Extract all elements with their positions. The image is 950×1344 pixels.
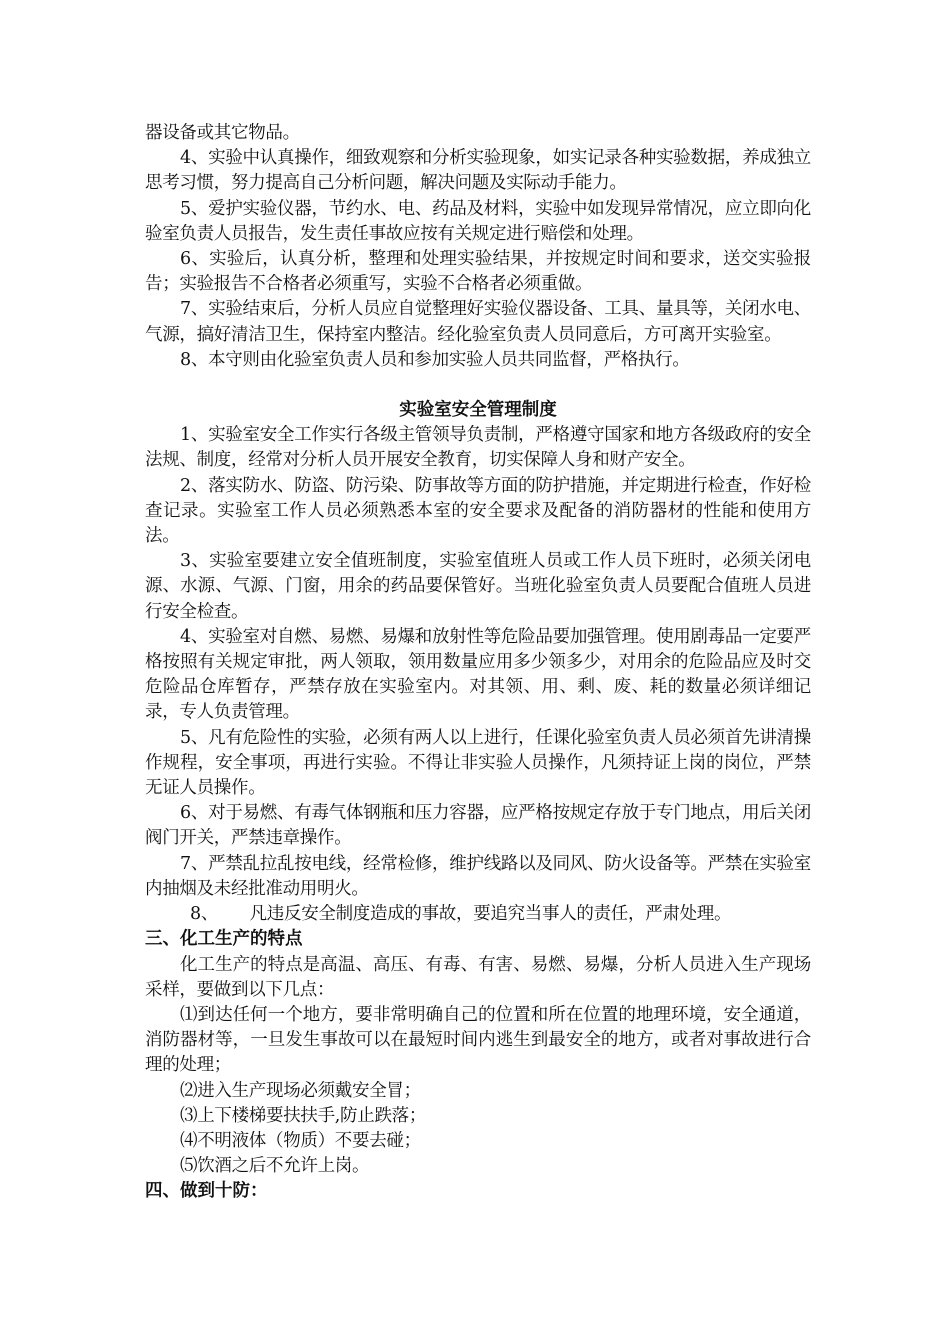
rule-item-6: 6、实验后，认真分析，整理和处理实验结果，并按规定时间和要求，送交实验报告；实验报告不合格者必须重写，实验不合格者必须重做。 (145, 249, 811, 295)
rule-item-8: 8、本守则由化验室负责人员和参加实验人员共同监督，严格执行。 (180, 349, 690, 370)
rule-item-7: 7、实验结束后，分析人员应自觉整理好实验仪器设备、工具、量具等，关闭水电、气源，搞好清洁卫生，保持室内整洁。经化验室负责人员同意后，方可离开实验室。 (145, 299, 811, 345)
rule-item-5: 5、爱护实验仪器，节约水、电、药品及材料，实验中如发现异常情况，应立即向化验室负责人员报告，发生责任事故应按有关规定进行赔偿和处理。 (145, 198, 811, 244)
chem-point-3: ⑶上下楼梯要扶扶手,防止跌落； (180, 1105, 427, 1126)
rule-item-4: 4、实验中认真操作，细致观察和分析实验现象，如实记录各种实验数据，养成独立思考习惯，努力提高自己分析问题，解决问题及实际动手能力。 (145, 148, 811, 194)
safety-item-8: 8、 凡违反安全制度造成的事故，要追究当事人的责任，严肃处理。 (190, 904, 732, 925)
chem-point-4: ⑷不明液体（物质）不要去碰； (180, 1130, 421, 1151)
safety-item-2: 2、落实防水、防盗、防污染、防事故等方面的防护措施，并定期进行检查，作好检查记录。实验室工作人员必须熟悉本室的安全要求及配备的消防器材的性能和使用方法。 (145, 475, 811, 547)
safety-item-5: 5、凡有危险性的实验，必须有两人以上进行，任课化验室负责人员必须首先讲清操作规程，安全事项，再进行实验。不得让非实验人员操作，凡须持证上岗的岗位，严禁无证人员操作。 (145, 727, 811, 799)
section-heading-ten: 四、做到十防： (145, 1181, 268, 1202)
safety-item-6: 6、对于易燃、有毒气体钢瓶和压力容器，应严格按规定存放于专门地点，用后关闭阀门开关，严禁违章操作。 (145, 803, 811, 849)
safety-item-7: 7、严禁乱拉乱按电线，经常检修，维护线路以及同风、防火设备等。严禁在实验室内抽烟及未经批准动用明火。 (145, 853, 811, 899)
chem-intro: 化工生产的特点是高温、高压、有毒、有害、易燃、易爆，分析人员进入生产现场采样，要做到以下几点： (145, 954, 811, 1000)
section-heading-chem: 三、化工生产的特点 (145, 929, 303, 950)
safety-item-4: 4、实验室对自燃、易燃、易爆和放射性等危险品要加强管理。使用剧毒品一定要严格按照有关规定审批，两人领取，领用数量应用多少领多少，对用余的危险品应及时交危险品仓库暂存，严禁存放在实验室内。对其领、用、剩、废、耗的数量必须详细记录，专人负责管理。 (145, 626, 811, 723)
section-title-safety: 实验室安全管理制度 (399, 400, 557, 421)
safety-item-1: 1、实验室安全工作实行各级主管领导负责制，严格遵守国家和地方各级政府的安全法规、制度，经常对分析人员开展安全教育，切实保障人身和财产安全。 (145, 425, 811, 471)
chem-point-2: ⑵进入生产现场必须戴安全冒； (180, 1080, 421, 1101)
safety-item-3: 3、实验室要建立安全值班制度，实验室值班人员或工作人员下班时，必须关闭电源、水源、气源、门窗，用余的药品要保管好。当班化验室负责人员要配合值班人员进行安全检查。 (145, 551, 811, 622)
paragraph-continuation: 器设备或其它物品。 (145, 123, 300, 143)
document-page (145, 121, 811, 1205)
chem-point-1: ⑴到达任何一个地方，要非常明确自己的位置和所在位置的地理环境，安全通道，消防器材等，一旦发生事故可以在最短时间内逃生到最安全的地方，或者对事故进行合理的处理； (145, 1004, 811, 1076)
chem-point-5: ⑸饮酒之后不允许上岗。 (180, 1156, 370, 1177)
